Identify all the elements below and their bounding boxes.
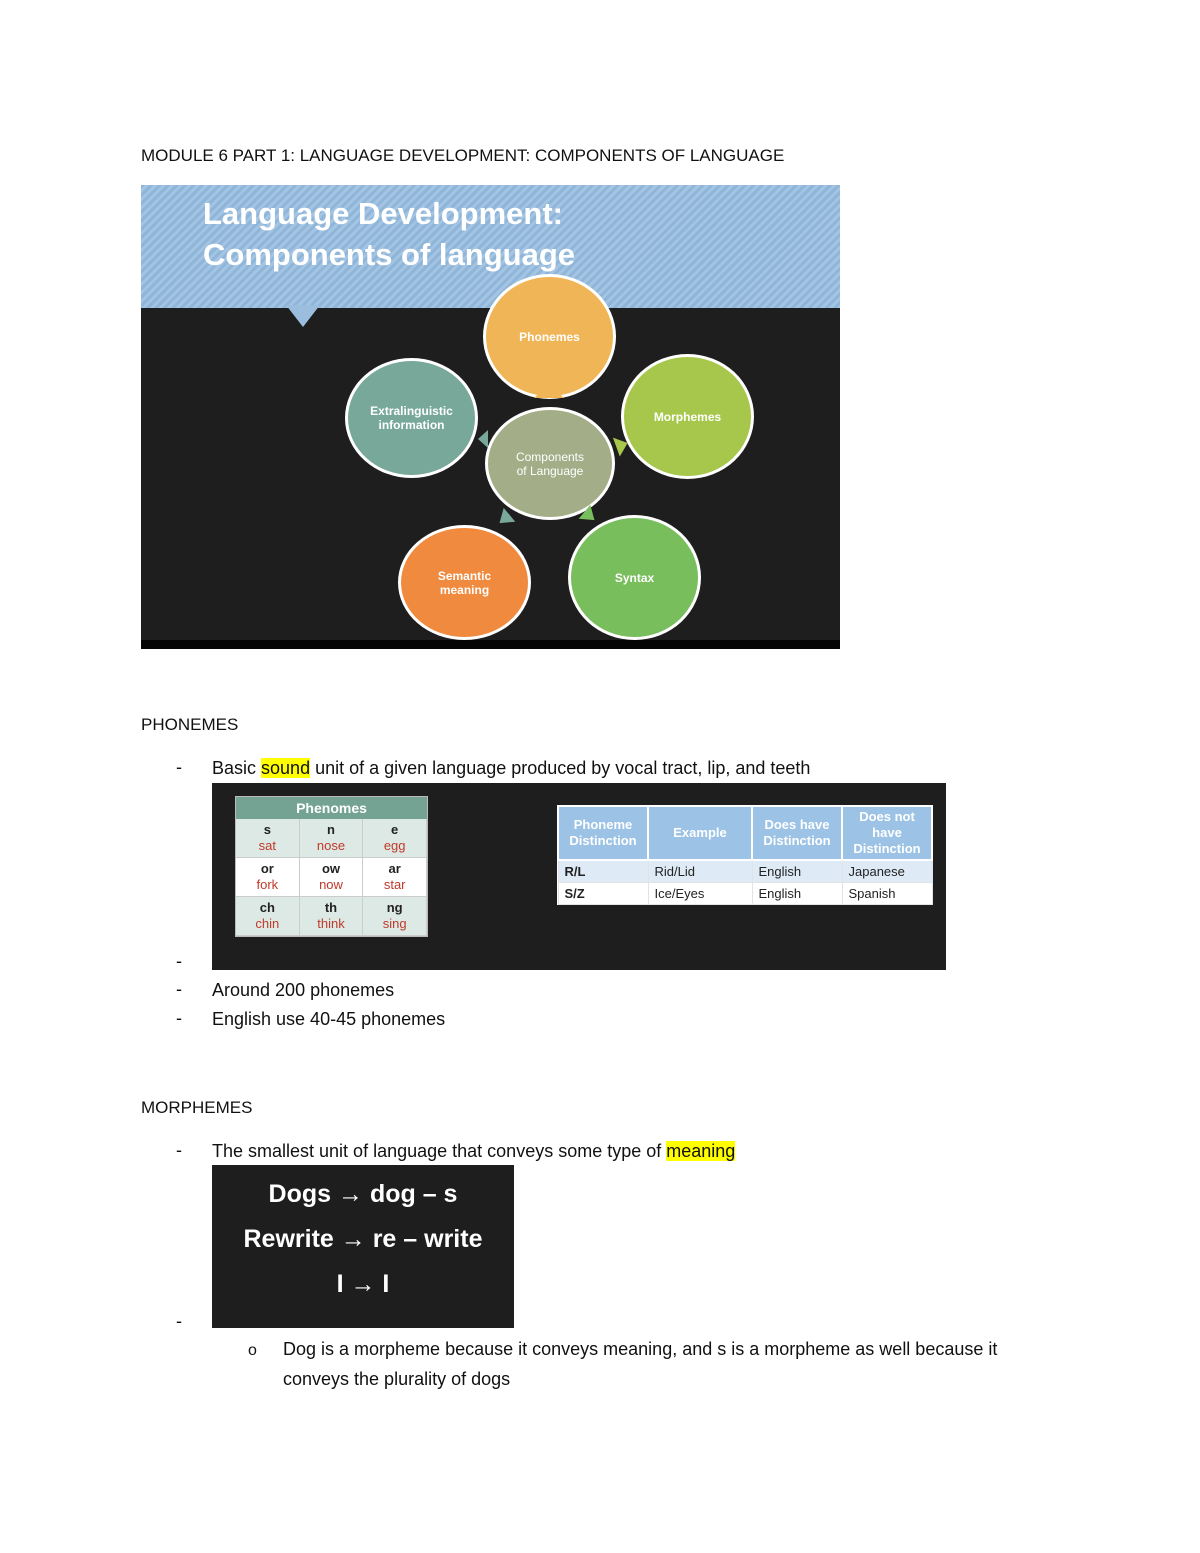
phoneme-word: egg (383, 838, 406, 853)
phoneme-cell (236, 858, 300, 897)
arrow-left-icon (478, 430, 488, 448)
node-syntax-label: Syntax (614, 570, 655, 585)
table-cell: Spanish (842, 883, 932, 905)
node-semantic-label: Semantic meaning (437, 568, 492, 597)
phoneme-distinction-table (557, 805, 933, 905)
slide-title-line-1: Language Development: (203, 196, 563, 231)
node-extralinguistic-information (345, 358, 478, 478)
bullet-dash: - (176, 979, 182, 999)
morpheme-example-line: Rewrite → re – write (243, 1225, 483, 1253)
components-of-language-slide (141, 185, 840, 649)
phoneme-cell (363, 858, 427, 897)
highlighted-word-sound: sound (261, 758, 311, 778)
morphemes-section-title: MORPHEMES (141, 1098, 253, 1117)
morphemes-bullet-1 (212, 1140, 735, 1162)
column-header: Does not have Distinction (842, 806, 932, 860)
node-phonemes-label: Phonemes (519, 329, 580, 344)
phoneme-symbol: ng (386, 900, 403, 915)
table-row (558, 883, 932, 905)
slide-bottom-line (141, 640, 840, 649)
phoneme-symbol: or (260, 861, 274, 876)
node-extralinguistic-label: Extralinguistic information (370, 404, 453, 432)
bullet-dash: - (176, 1311, 182, 1331)
page-heading: MODULE 6 PART 1: LANGUAGE DEVELOPMENT: COMPONENTS OF LANGUAGE (141, 146, 785, 165)
table-cell: Rid/Lid (648, 860, 752, 883)
arrow-lower-left-icon (494, 508, 516, 530)
phenomes-grid (236, 819, 427, 936)
table-cell: R/L (558, 860, 648, 883)
phonemes-bullet-1-text-rest: unit of a given language produced by vocal tract, lip, and teeth (310, 758, 811, 778)
phoneme-word: sat (258, 838, 276, 853)
bullet-dash: - (176, 1008, 182, 1028)
morpheme-example-line: I → I (336, 1270, 390, 1298)
phonemes-bullet-1 (212, 757, 810, 779)
slide-title (203, 193, 575, 275)
phoneme-symbol: n (327, 822, 335, 837)
phoneme-symbol: ar (388, 861, 401, 876)
phoneme-cell (300, 858, 364, 897)
phonemes-bullet-3: Around 200 phonemes (212, 980, 395, 1000)
column-header: Example (648, 806, 752, 860)
table-cell: S/Z (558, 883, 648, 905)
phonemes-bullet-4: English use 40-45 phonemes (212, 1009, 446, 1029)
column-header: Does have Distinction (752, 806, 842, 860)
phoneme-cell (363, 897, 427, 936)
slide-title-notch (286, 305, 320, 327)
morphemes-sub-bullet-line-1: Dog is a morpheme because it conveys meaning, and s is a morpheme as well because it (283, 1339, 998, 1359)
node-syntax (568, 515, 701, 640)
table-cell: English (752, 860, 842, 883)
phenomes-table-header: Phenomes (236, 797, 427, 819)
phoneme-word: star (383, 877, 406, 892)
phonemes-bullet-1-text: Basic (212, 758, 262, 778)
phoneme-cell (300, 897, 364, 936)
slide-title-line-2: Components of language (203, 237, 575, 272)
phoneme-word: fork (256, 877, 279, 892)
phoneme-symbol: e (391, 822, 399, 837)
morpheme-example-line: Dogs → dog – s (268, 1180, 458, 1208)
phoneme-word: nose (316, 838, 346, 853)
bullet-dash: - (176, 951, 182, 971)
node-center-label: Components of Language (515, 449, 585, 478)
table-cell: Ice/Eyes (648, 883, 752, 905)
phenomes-table (235, 796, 428, 937)
bullet-dash: - (176, 1140, 182, 1160)
phoneme-cell (363, 819, 427, 858)
phonemes-slide (212, 783, 946, 970)
phoneme-word: think (317, 916, 345, 931)
node-center-components (485, 407, 615, 520)
table-row (558, 860, 932, 883)
phoneme-cell (236, 897, 300, 936)
column-header: Phoneme Distinction (558, 806, 648, 860)
phonemes-section-title: PHONEMES (141, 715, 239, 734)
arrow-up-icon (534, 384, 564, 398)
node-semantic-meaning (398, 525, 531, 640)
table-header-row (558, 806, 932, 860)
table-cell: Japanese (842, 860, 932, 883)
phoneme-word: chin (255, 916, 280, 931)
phoneme-word: now (319, 877, 343, 892)
node-phonemes (483, 274, 616, 399)
phoneme-word: sing (382, 916, 407, 931)
phoneme-symbol: th (324, 900, 338, 915)
phoneme-symbol: ch (259, 900, 275, 915)
phoneme-symbol: s (263, 822, 271, 837)
bullet-dash: - (176, 757, 182, 777)
phoneme-cell (236, 819, 300, 858)
circle-bullet: o (248, 1342, 257, 1359)
phoneme-cell (300, 819, 364, 858)
morphemes-bullet-1-text: The smallest unit of language that conveys some type of (212, 1141, 667, 1161)
table-cell: English (752, 883, 842, 905)
phoneme-symbol: ow (321, 861, 341, 876)
node-morphemes (621, 354, 754, 479)
node-morphemes-label: Morphemes (653, 409, 722, 424)
highlighted-word-meaning: meaning (666, 1141, 736, 1161)
morpheme-examples-slide (212, 1165, 514, 1328)
morphemes-sub-bullet-line-2: conveys the plurality of dogs (283, 1369, 511, 1389)
